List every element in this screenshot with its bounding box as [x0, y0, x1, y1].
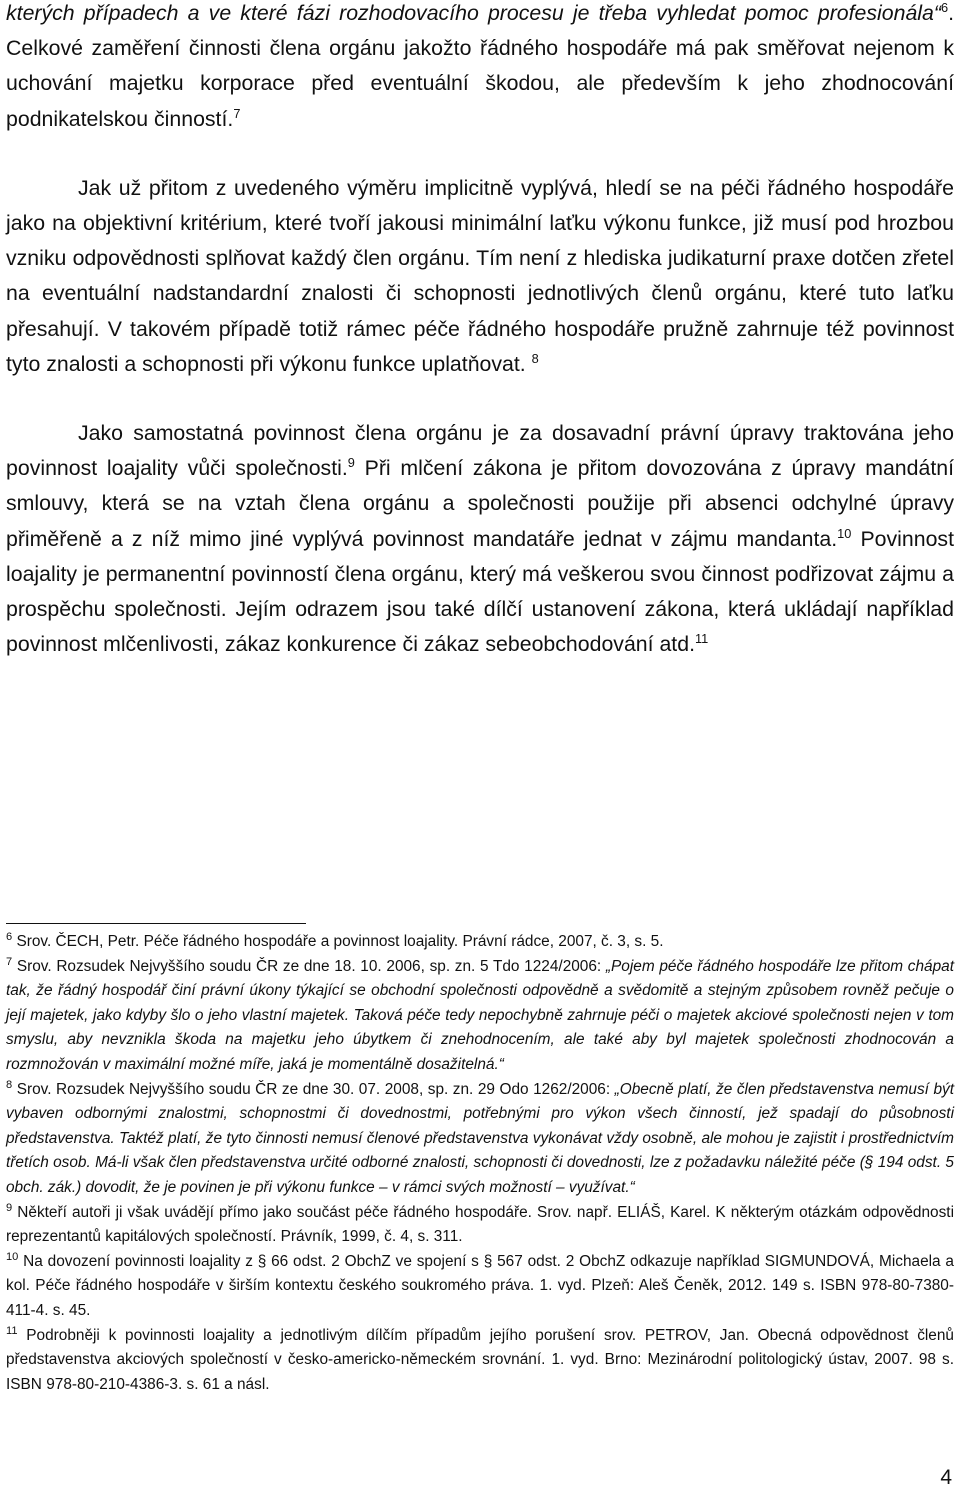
- footnote-number: 8: [6, 1078, 13, 1091]
- footnote-6: [6, 930, 954, 955]
- footnote-number: 11: [6, 1324, 18, 1337]
- text-run: Na dovození povinnosti loajality z § 66 odst. 2 ObchZ ve spojení s § 567 odst. 2 ObchZ odkazuje například SIGMUNDOVÁ, Michaela a kol. Péče řádného hospodáře v širším kontextu českého soukromého práva. 1. vyd. Plzeň: Aleš Čeněk, 2012. 149 s. ISBN 978-80-7380-411-4. s. 45.: [6, 1252, 954, 1319]
- footnote-10: [6, 1250, 954, 1324]
- footnote-number: 10: [6, 1250, 19, 1263]
- text-run: Srov. Rozsudek Nejvyššího soudu ČR ze dne 18. 10. 2006, sp. zn. 5 Tdo 1224/2006:: [12, 957, 606, 975]
- text-run: Při mlčení zákona je přitom dovozována z úpravy mandátní smlouvy, která se na vztah člena orgánu a společnosti použije při absenci odchylné úpravy přiměřeně a z níž mimo jiné vyplývá povinnost mandatáře jednat v zájmu mandanta.: [6, 456, 955, 551]
- footnote-number: 6: [6, 930, 13, 943]
- footnote-7: [6, 955, 954, 1078]
- page-number: 4: [940, 1466, 952, 1489]
- text-run: Podrobněji k povinnosti loajality a jednotlivým dílčím případům jejího porušení srov. PETROV, Jan. Obecná odpovědnost členů představenstva akciových společností v česko-americko-německém srovnání. 1. vyd. Brno: Mezinárodní politologický ústav, 2007. 98 s. ISBN 978-80-210-4386-3. s. 61 a násl.: [6, 1326, 954, 1393]
- italic-text: „Obecně platí, že člen představenstva nemusí být vybaven odbornými znalostmi, schopnostmi či dovednostmi, potřebnými pro výkon všech činností, jež spadají do působnosti představenstva. Taktéž platí, že tyto činnosti nemusí členové představenstva vykonávat vždy osobně, ale mohou je zajistit i prostřednictvím třetích osob. Má-li však člen představenstva určité odborné znalosti, schopnosti či dovednosti, lze z požadavku náležité péče (§ 194 odst. 5 obch. zák.) dovodit, že je povinen je při výkonu funkce – v rámci svých možností – využívat.“: [6, 1080, 955, 1196]
- footnote-number: 9: [6, 1201, 13, 1214]
- text-run: Jak už přitom z uvedeného výměru implicitně vyplývá, hledí se na péči řádného hospodáře jako na objektivní kritérium, které tvoří jakousi minimální laťku výkonu funkce, již musí pod hrozbou vzniku odpovědnosti splňovat každý člen orgánu. Tím není z hlediska judikaturní praxe dotčen zřetel na eventuální nadstandardní znalosti či schopnosti jednotlivých členů orgánu, které tuto laťku přesahují. V takovém případě totiž rámec péče řádného hospodáře pružně zahrnuje též povinnost tyto znalosti a schopnosti při výkonu funkce uplatňovat.: [6, 175, 954, 376]
- footnote-9: [6, 1201, 954, 1250]
- paragraph-1: [6, 0, 954, 137]
- text-run: Srov. Rozsudek Nejvyššího soudu ČR ze dne 30. 07. 2008, sp. zn. 29 Odo 1262/2006:: [12, 1080, 615, 1098]
- footnote-number: 7: [6, 955, 13, 968]
- paragraph-3: [6, 416, 954, 662]
- paragraph-2: [6, 171, 954, 382]
- footnote-ref: 10: [837, 525, 852, 541]
- footnote-11: [6, 1324, 954, 1398]
- footnote-ref: 11: [695, 631, 709, 647]
- italic-text: „Pojem péče řádného hospodáře lze přitom chápat tak, že řádný hospodář činí právní úkony týkající se obchodní společnosti odpovědně a svědomitě a stejným způsobem rovněž pečuje o její majetek, jako kdyby šlo o jeho vlastní majetek. Taková péče tedy nepochybně zahrnuje péči o majetek akciové společnosti nejen v tom smyslu, aby nevznikla škoda na majetku jeho úbytkem či znehodnocením, ale také aby byl majetek společnosti zhodnocován a rozmnožován v maximální možné míře, jaká je momentálně dosažitelná.“: [6, 957, 954, 1073]
- text-run: . Celkové zaměření činnosti člena orgánu jakožto řádného hospodáře má pak směřovat nejenom k uchování majetku korporace před eventuální škodou, ale především k jeho zhodnocování podnikatelskou činností.: [6, 1, 954, 131]
- document-body: [6, 0, 954, 662]
- italic-text: kterých případech a ve které fázi rozhodovacího procesu je třeba vyhledat pomoc profesionála“: [6, 1, 941, 25]
- footnote-ref: 7: [233, 105, 241, 121]
- text-run: Srov. ČECH, Petr. Péče řádného hospodáře a povinnost loajality. Právní rádce, 2007, č. 3, s. 5.: [12, 933, 664, 950]
- footnote-ref: 9: [347, 455, 355, 471]
- footnote-ref: 6: [940, 0, 949, 15]
- text-run: Někteří autoři ji však uvádějí přímo jako součást péče řádného hospodáře. Srov. např. ELIÁŠ, Karel. K některým otázkám odpovědnosti reprezentantů kapitálových společností. Právník, 1999, č. 4, s. 311.: [6, 1203, 954, 1246]
- footnote-8: [6, 1078, 954, 1201]
- footnote-separator: [6, 923, 306, 924]
- footnote-ref: 8: [531, 350, 539, 366]
- footnotes: [6, 930, 954, 1397]
- text-run: Jako samostatná povinnost člena orgánu je za dosavadní právní úpravy traktována jeho povinnost loajality vůči společnosti.: [6, 421, 954, 481]
- text-run: Povinnost loajality je permanentní povinností člena orgánu, který má veškerou svou činnost podřizovat zájmu a prospěchu společnosti. Jejím odrazem jsou také dílčí ustanovení zákona, která ukládají například povinnost mlčenlivosti, zákaz konkurence či zákaz sebeobchodování atd.: [6, 526, 954, 657]
